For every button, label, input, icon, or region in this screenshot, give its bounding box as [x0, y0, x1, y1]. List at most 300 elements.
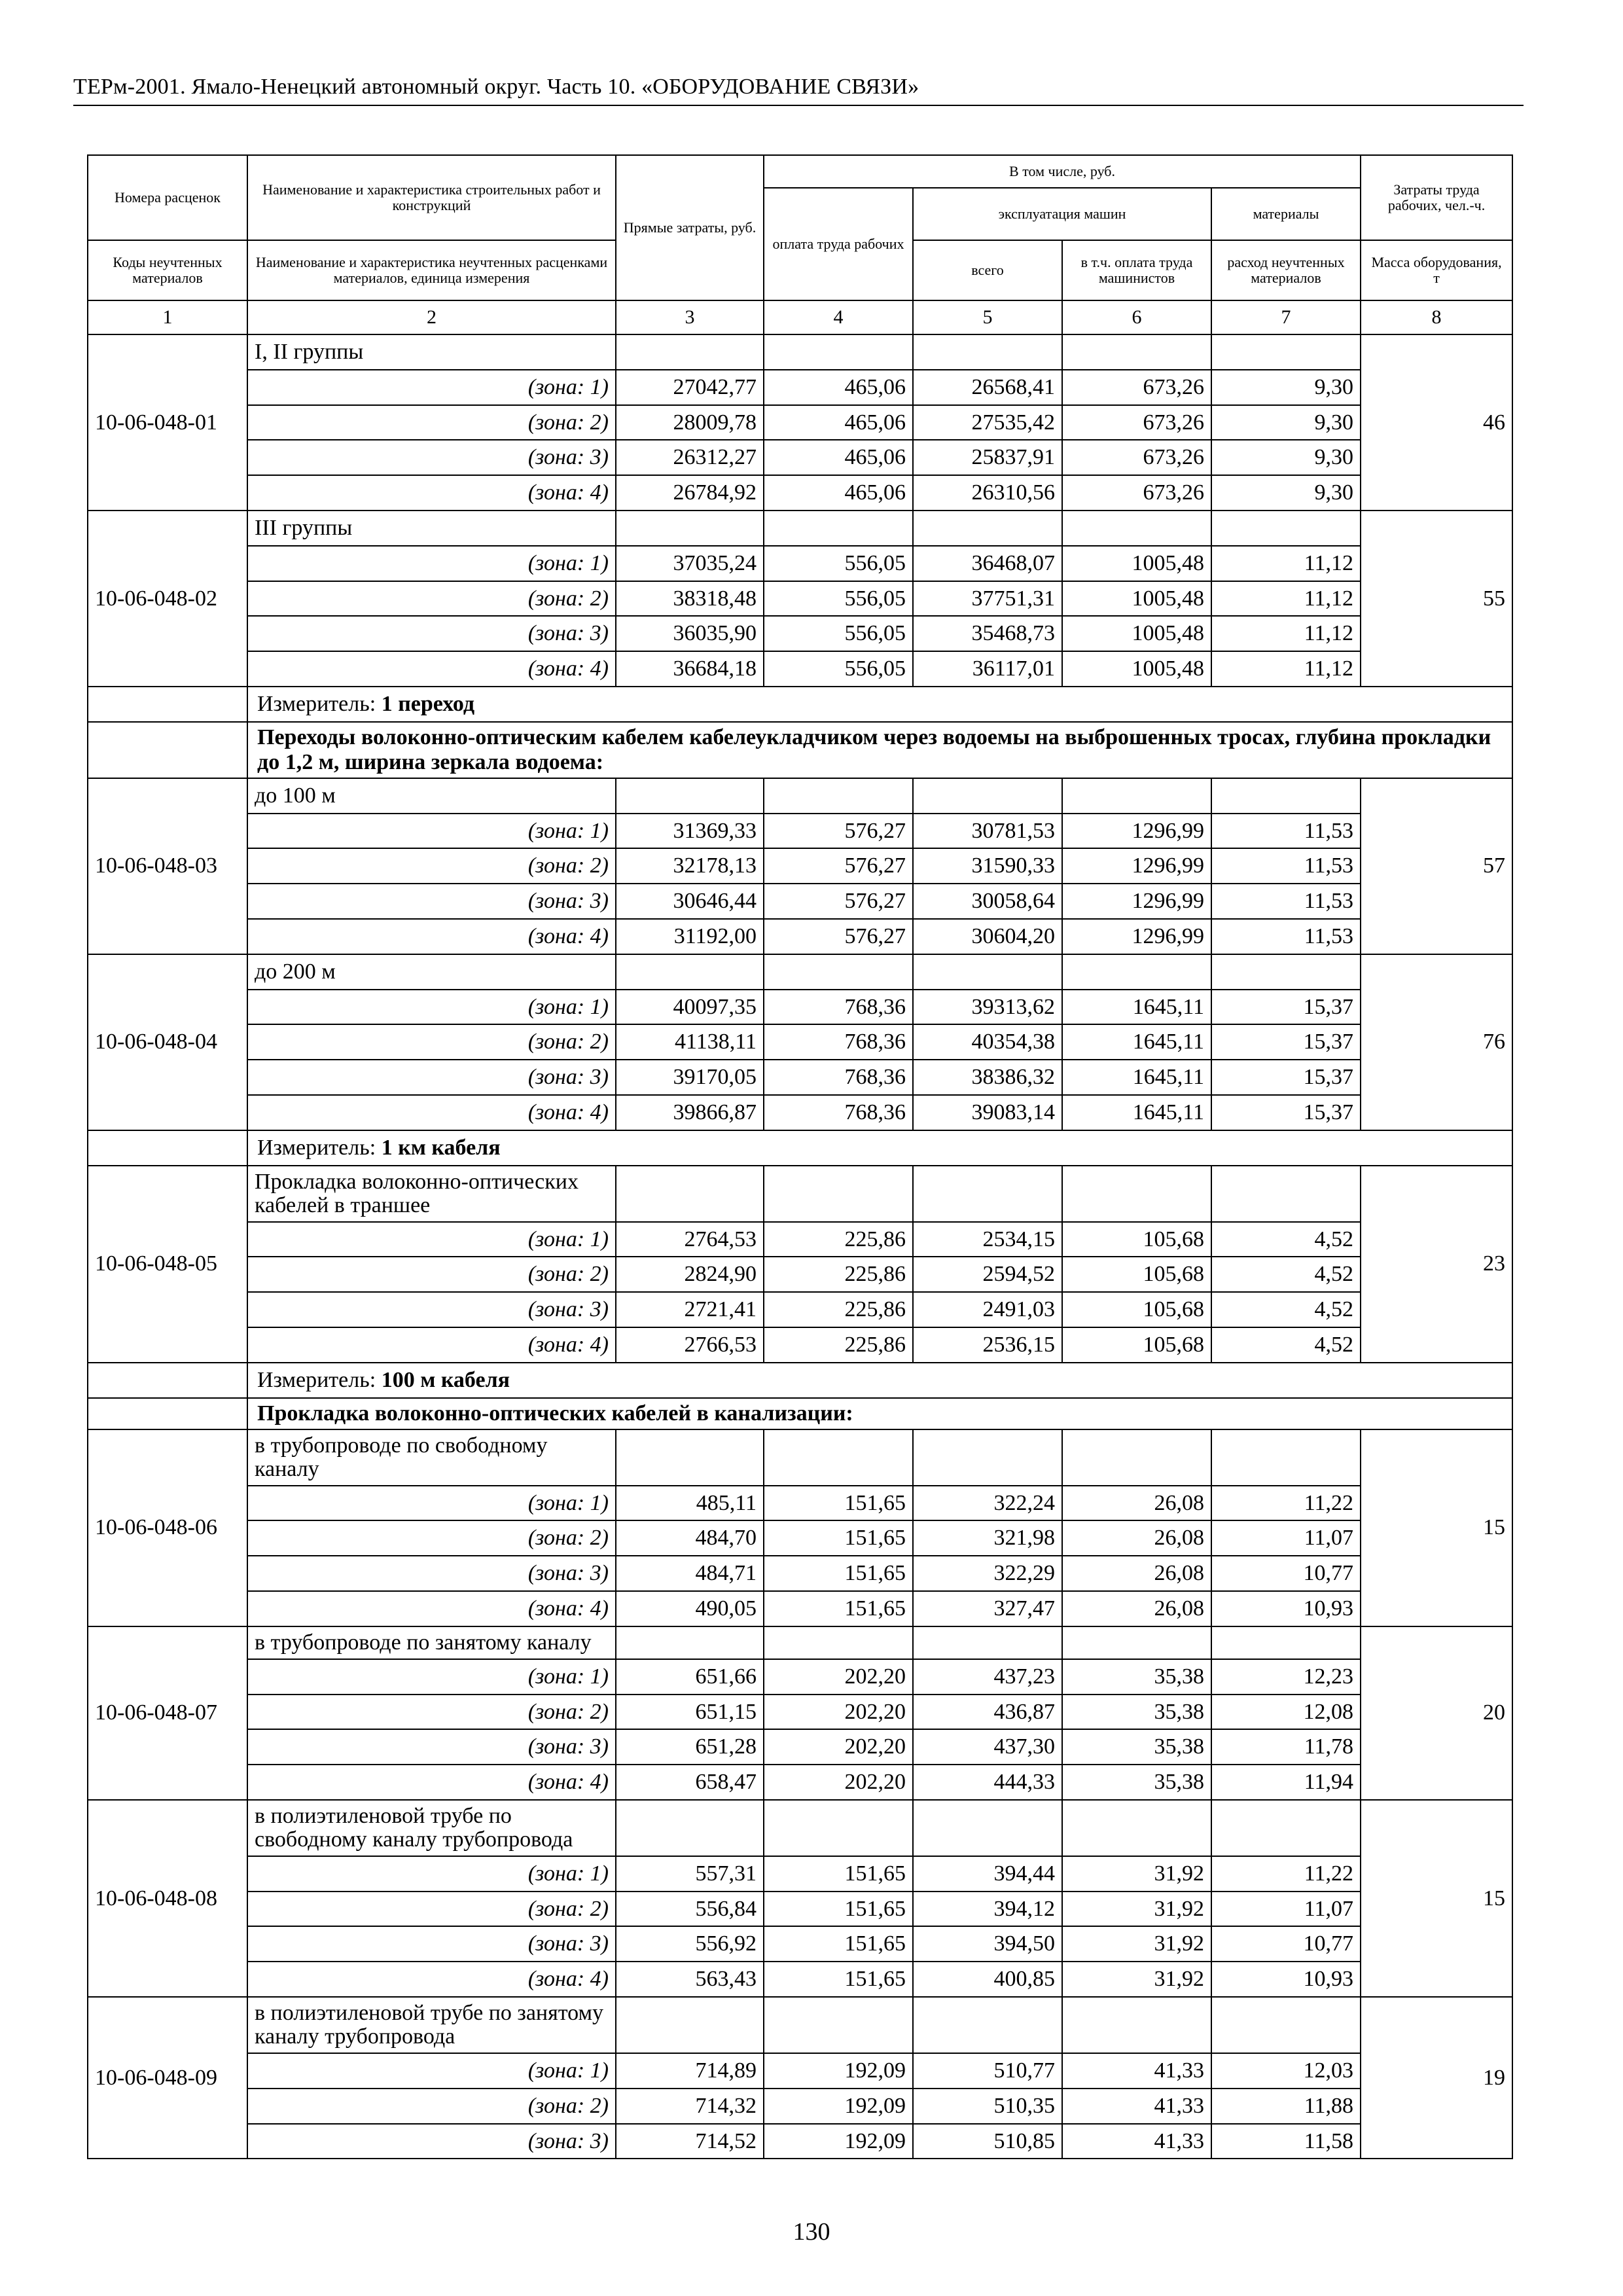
labor-pay: 576,27	[764, 919, 913, 954]
direct-cost: 651,66	[616, 1659, 764, 1695]
table-row	[88, 1729, 1512, 1765]
machines-pay: 31,92	[1062, 1926, 1211, 1962]
meter-text	[247, 687, 1512, 722]
empty-cell	[1062, 954, 1211, 990]
zone-label: (зона: 3)	[247, 1729, 616, 1765]
machines-pay: 1005,48	[1062, 581, 1211, 617]
empty-cell	[913, 511, 1062, 546]
work-name: в трубопроводе по свободному каналу	[247, 1429, 616, 1486]
direct-cost: 30646,44	[616, 884, 764, 919]
table-row	[88, 1222, 1512, 1257]
labor-pay: 768,36	[764, 1060, 913, 1095]
rate-code: 10-06-048-03	[88, 778, 247, 954]
col-machines-pay-header: в т.ч. оплата труда машинистов	[1062, 240, 1211, 300]
table-row	[88, 884, 1512, 919]
empty-cell	[1211, 1429, 1361, 1486]
column-number: 3	[616, 300, 764, 334]
machines-pay: 35,38	[1062, 1659, 1211, 1695]
labor-pay: 151,65	[764, 1556, 913, 1591]
machines-pay: 105,68	[1062, 1222, 1211, 1257]
rate-code: 10-06-048-01	[88, 334, 247, 511]
table-row	[88, 511, 1512, 546]
machines-total: 40354,38	[913, 1024, 1062, 1060]
empty-cell	[913, 954, 1062, 990]
table-row	[88, 1095, 1512, 1130]
machines-total: 400,85	[913, 1962, 1062, 1997]
empty-cell	[616, 1166, 764, 1222]
table-row	[88, 848, 1512, 884]
empty-cell	[913, 1800, 1062, 1856]
table-row	[88, 919, 1512, 954]
col-mass-header: Масса оборудования, т	[1361, 240, 1512, 300]
empty-cell	[1062, 511, 1211, 546]
materials-cost: 15,37	[1211, 990, 1361, 1025]
labor-pay: 225,86	[764, 1222, 913, 1257]
machines-total: 30604,20	[913, 919, 1062, 954]
direct-cost: 2824,90	[616, 1257, 764, 1292]
section-row	[88, 1398, 1512, 1429]
table-row	[88, 651, 1512, 687]
direct-cost: 484,70	[616, 1520, 764, 1556]
machines-pay: 35,38	[1062, 1765, 1211, 1800]
empty-cell	[1062, 1429, 1211, 1486]
machines-total: 510,85	[913, 2124, 1062, 2159]
empty-cell	[913, 778, 1062, 814]
machines-total: 2536,15	[913, 1327, 1062, 1363]
meter-label: Измеритель:	[257, 691, 376, 716]
table-row	[88, 1166, 1512, 1222]
rate-code: 10-06-048-08	[88, 1800, 247, 1997]
materials-cost: 11,22	[1211, 1486, 1361, 1521]
labor-pay: 576,27	[764, 848, 913, 884]
section-row	[88, 722, 1512, 778]
direct-cost: 27042,77	[616, 370, 764, 405]
machines-total: 30781,53	[913, 814, 1062, 849]
direct-cost: 31369,33	[616, 814, 764, 849]
zone-label: (зона: 4)	[247, 651, 616, 687]
direct-cost: 26312,27	[616, 440, 764, 475]
empty-cell	[616, 334, 764, 370]
table-row	[88, 2124, 1512, 2159]
column-number: 1	[88, 300, 247, 334]
labor-cost: 76	[1361, 954, 1512, 1130]
labor-pay: 192,09	[764, 2053, 913, 2089]
machines-total: 30058,64	[913, 884, 1062, 919]
table-row	[88, 990, 1512, 1025]
meter-row	[88, 687, 1512, 722]
table-row	[88, 1856, 1512, 1892]
labor-cost: 46	[1361, 334, 1512, 511]
empty-cell	[764, 1429, 913, 1486]
col-materials-header: материалы	[1211, 188, 1361, 240]
machines-pay: 35,38	[1062, 1729, 1211, 1765]
empty-cell	[616, 778, 764, 814]
materials-cost: 11,53	[1211, 919, 1361, 954]
work-name: в полиэтиленовой трубе по свободному каналу трубопровода	[247, 1800, 616, 1856]
direct-cost: 651,28	[616, 1729, 764, 1765]
labor-pay: 576,27	[764, 884, 913, 919]
machines-pay: 673,26	[1062, 440, 1211, 475]
empty-cell	[764, 1997, 913, 2053]
materials-cost: 15,37	[1211, 1024, 1361, 1060]
table-row	[88, 616, 1512, 651]
labor-pay: 202,20	[764, 1765, 913, 1800]
zone-label: (зона: 2)	[247, 1520, 616, 1556]
empty-cell	[1062, 1626, 1211, 1659]
materials-cost: 11,12	[1211, 616, 1361, 651]
work-name: в полиэтиленовой трубе по занятому каналу трубопровода	[247, 1997, 616, 2053]
labor-pay: 556,05	[764, 581, 913, 617]
empty-cell	[88, 722, 247, 778]
machines-total: 394,44	[913, 1856, 1062, 1892]
empty-cell	[764, 1166, 913, 1222]
labor-pay: 768,36	[764, 1095, 913, 1130]
table-row	[88, 581, 1512, 617]
empty-cell	[1211, 1997, 1361, 2053]
materials-cost: 10,77	[1211, 1926, 1361, 1962]
rate-code: 10-06-048-02	[88, 511, 247, 687]
machines-total: 510,77	[913, 2053, 1062, 2089]
machines-pay: 31,92	[1062, 1856, 1211, 1892]
direct-cost: 563,43	[616, 1962, 764, 1997]
machines-pay: 1645,11	[1062, 1024, 1211, 1060]
machines-total: 444,33	[913, 1765, 1062, 1800]
machines-pay: 26,08	[1062, 1486, 1211, 1521]
direct-cost: 556,92	[616, 1926, 764, 1962]
empty-cell	[1211, 954, 1361, 990]
zone-label: (зона: 3)	[247, 2124, 616, 2159]
direct-cost: 557,31	[616, 1856, 764, 1892]
machines-total: 26310,56	[913, 475, 1062, 511]
table-row	[88, 1556, 1512, 1591]
labor-cost: 15	[1361, 1429, 1512, 1626]
empty-cell	[88, 1130, 247, 1166]
labor-pay: 151,65	[764, 1486, 913, 1521]
materials-cost: 12,23	[1211, 1659, 1361, 1695]
machines-pay: 105,68	[1062, 1327, 1211, 1363]
zone-label: (зона: 2)	[247, 1892, 616, 1927]
machines-pay: 1296,99	[1062, 919, 1211, 954]
zone-label: (зона: 1)	[247, 546, 616, 581]
zone-label: (зона: 2)	[247, 1695, 616, 1730]
machines-pay: 31,92	[1062, 1962, 1211, 1997]
labor-pay: 151,65	[764, 1591, 913, 1626]
empty-cell	[616, 511, 764, 546]
zone-label: (зона: 4)	[247, 1962, 616, 1997]
machines-total: 321,98	[913, 1520, 1062, 1556]
machines-total: 39083,14	[913, 1095, 1062, 1130]
materials-cost: 4,52	[1211, 1292, 1361, 1327]
materials-cost: 9,30	[1211, 405, 1361, 440]
machines-pay: 673,26	[1062, 370, 1211, 405]
labor-pay: 151,65	[764, 1520, 913, 1556]
empty-cell	[616, 1800, 764, 1856]
materials-cost: 11,53	[1211, 884, 1361, 919]
materials-cost: 11,12	[1211, 651, 1361, 687]
zone-label: (зона: 4)	[247, 1765, 616, 1800]
empty-cell	[764, 334, 913, 370]
labor-pay: 202,20	[764, 1695, 913, 1730]
table-row	[88, 1765, 1512, 1800]
machines-pay: 1645,11	[1062, 1060, 1211, 1095]
machines-pay: 26,08	[1062, 1520, 1211, 1556]
zone-label: (зона: 3)	[247, 1292, 616, 1327]
work-name: до 100 м	[247, 778, 616, 814]
column-number: 4	[764, 300, 913, 334]
table-row	[88, 405, 1512, 440]
materials-cost: 11,12	[1211, 581, 1361, 617]
machines-pay: 1005,48	[1062, 546, 1211, 581]
labor-pay: 465,06	[764, 440, 913, 475]
table-row	[88, 1486, 1512, 1521]
machines-pay: 1645,11	[1062, 1095, 1211, 1130]
materials-cost: 11,53	[1211, 848, 1361, 884]
machines-total: 394,50	[913, 1926, 1062, 1962]
zone-label: (зона: 1)	[247, 2053, 616, 2089]
machines-pay: 1005,48	[1062, 651, 1211, 687]
table-row	[88, 370, 1512, 405]
labor-pay: 768,36	[764, 990, 913, 1025]
labor-pay: 202,20	[764, 1729, 913, 1765]
materials-cost: 9,30	[1211, 370, 1361, 405]
machines-pay: 26,08	[1062, 1591, 1211, 1626]
materials-cost: 11,12	[1211, 546, 1361, 581]
empty-cell	[88, 687, 247, 722]
direct-cost: 26784,92	[616, 475, 764, 511]
table-row	[88, 1892, 1512, 1927]
zone-label: (зона: 1)	[247, 990, 616, 1025]
labor-pay: 202,20	[764, 1659, 913, 1695]
labor-pay: 556,05	[764, 616, 913, 651]
col-name2-header: Наименование и характеристика неучтенных расценками материалов, единица измерения	[247, 240, 616, 300]
direct-cost: 2721,41	[616, 1292, 764, 1327]
work-name: до 200 м	[247, 954, 616, 990]
materials-cost: 10,77	[1211, 1556, 1361, 1591]
materials-cost: 10,93	[1211, 1962, 1361, 1997]
direct-cost: 490,05	[616, 1591, 764, 1626]
table-row	[88, 1429, 1512, 1486]
machines-total: 26568,41	[913, 370, 1062, 405]
work-name: Прокладка волоконно-оптических кабелей в траншее	[247, 1166, 616, 1222]
table-row	[88, 475, 1512, 511]
work-name: I, II группы	[247, 334, 616, 370]
table-row	[88, 440, 1512, 475]
meter-value: 100 м кабеля	[381, 1367, 510, 1392]
column-number: 7	[1211, 300, 1361, 334]
direct-cost: 658,47	[616, 1765, 764, 1800]
col-code-header: Номера расценок	[88, 155, 247, 240]
table-row	[88, 1520, 1512, 1556]
empty-cell	[913, 1626, 1062, 1659]
machines-total: 322,24	[913, 1486, 1062, 1521]
table-row	[88, 814, 1512, 849]
col-direct-header: Прямые затраты, руб.	[616, 155, 764, 300]
empty-cell	[616, 1429, 764, 1486]
direct-cost: 485,11	[616, 1486, 764, 1521]
zone-label: (зона: 2)	[247, 405, 616, 440]
zone-label: (зона: 4)	[247, 1095, 616, 1130]
labor-pay: 556,05	[764, 546, 913, 581]
materials-cost: 11,88	[1211, 2089, 1361, 2124]
work-name: III группы	[247, 511, 616, 546]
direct-cost: 39866,87	[616, 1095, 764, 1130]
zone-label: (зона: 4)	[247, 475, 616, 511]
machines-pay: 41,33	[1062, 2089, 1211, 2124]
meter-value: 1 переход	[381, 691, 475, 716]
direct-cost: 651,15	[616, 1695, 764, 1730]
materials-cost: 11,07	[1211, 1520, 1361, 1556]
column-number: 2	[247, 300, 616, 334]
materials-cost: 9,30	[1211, 475, 1361, 511]
rate-code: 10-06-048-07	[88, 1626, 247, 1800]
direct-cost: 36035,90	[616, 616, 764, 651]
machines-pay: 1645,11	[1062, 990, 1211, 1025]
machines-total: 437,23	[913, 1659, 1062, 1695]
col-labor-header: Затраты труда рабочих, чел.-ч.	[1361, 155, 1512, 240]
section-title: Переходы волоконно-оптическим кабелем кабелеукладчиком через водоемы на выброшенных тросах, глубина прокладки до 1,2 м, ширина зеркала водоема:	[247, 722, 1512, 778]
zone-label: (зона: 3)	[247, 1060, 616, 1095]
machines-pay: 1005,48	[1062, 616, 1211, 651]
materials-cost: 4,52	[1211, 1222, 1361, 1257]
empty-cell	[1211, 334, 1361, 370]
table-row	[88, 334, 1512, 370]
machines-pay: 26,08	[1062, 1556, 1211, 1591]
labor-pay: 768,36	[764, 1024, 913, 1060]
section-title: Прокладка волоконно-оптических кабелей в канализации:	[247, 1398, 1512, 1429]
labor-pay: 465,06	[764, 405, 913, 440]
table-row	[88, 1060, 1512, 1095]
labor-cost: 15	[1361, 1800, 1512, 1997]
materials-cost: 11,53	[1211, 814, 1361, 849]
materials-cost: 12,08	[1211, 1695, 1361, 1730]
table-row	[88, 1626, 1512, 1659]
direct-cost: 32178,13	[616, 848, 764, 884]
machines-total: 436,87	[913, 1695, 1062, 1730]
labor-pay: 225,86	[764, 1327, 913, 1363]
direct-cost: 39170,05	[616, 1060, 764, 1095]
empty-cell	[764, 511, 913, 546]
empty-cell	[88, 1398, 247, 1429]
empty-cell	[616, 954, 764, 990]
labor-pay: 151,65	[764, 1892, 913, 1927]
meter-label: Измеритель:	[257, 1135, 376, 1160]
machines-total: 2491,03	[913, 1292, 1062, 1327]
zone-label: (зона: 1)	[247, 1856, 616, 1892]
machines-total: 510,35	[913, 2089, 1062, 2124]
meter-row	[88, 1363, 1512, 1398]
machines-pay: 1296,99	[1062, 884, 1211, 919]
materials-cost: 15,37	[1211, 1060, 1361, 1095]
direct-cost: 484,71	[616, 1556, 764, 1591]
empty-cell	[1062, 1997, 1211, 2053]
meter-label: Измеритель:	[257, 1367, 376, 1392]
zone-label: (зона: 2)	[247, 581, 616, 617]
labor-cost: 20	[1361, 1626, 1512, 1800]
zone-label: (зона: 2)	[247, 1024, 616, 1060]
empty-cell	[764, 954, 913, 990]
zone-label: (зона: 3)	[247, 884, 616, 919]
direct-cost: 714,52	[616, 2124, 764, 2159]
labor-pay: 151,65	[764, 1856, 913, 1892]
materials-cost: 4,52	[1211, 1257, 1361, 1292]
zone-label: (зона: 3)	[247, 440, 616, 475]
machines-pay: 1296,99	[1062, 814, 1211, 849]
direct-cost: 41138,11	[616, 1024, 764, 1060]
zone-label: (зона: 2)	[247, 848, 616, 884]
machines-pay: 35,38	[1062, 1695, 1211, 1730]
direct-cost: 36684,18	[616, 651, 764, 687]
empty-cell	[88, 1363, 247, 1398]
labor-pay: 576,27	[764, 814, 913, 849]
col-name-header: Наименование и характеристика строительных работ и конструкций	[247, 155, 616, 240]
zone-label: (зона: 3)	[247, 616, 616, 651]
direct-cost: 40097,35	[616, 990, 764, 1025]
machines-total: 36468,07	[913, 546, 1062, 581]
table-row	[88, 546, 1512, 581]
materials-cost: 11,22	[1211, 1856, 1361, 1892]
machines-total: 31590,33	[913, 848, 1062, 884]
labor-pay: 465,06	[764, 370, 913, 405]
direct-cost: 28009,78	[616, 405, 764, 440]
empty-cell	[616, 1626, 764, 1659]
zone-label: (зона: 4)	[247, 919, 616, 954]
page-header: ТЕРм-2001. Ямало-Ненецкий автономный округ. Часть 10. «ОБОРУДОВАНИЕ СВЯЗИ»	[73, 73, 1524, 106]
labor-pay: 225,86	[764, 1292, 913, 1327]
zone-label: (зона: 4)	[247, 1327, 616, 1363]
direct-cost: 714,89	[616, 2053, 764, 2089]
direct-cost: 2766,53	[616, 1327, 764, 1363]
empty-cell	[1062, 1166, 1211, 1222]
column-number: 6	[1062, 300, 1211, 334]
empty-cell	[913, 1997, 1062, 2053]
direct-cost: 38318,48	[616, 581, 764, 617]
column-number: 5	[913, 300, 1062, 334]
rate-code: 10-06-048-06	[88, 1429, 247, 1626]
meter-value: 1 км кабеля	[381, 1135, 501, 1160]
labor-pay: 225,86	[764, 1257, 913, 1292]
empty-cell	[1062, 334, 1211, 370]
empty-cell	[764, 1800, 913, 1856]
materials-cost: 11,94	[1211, 1765, 1361, 1800]
machines-total: 2594,52	[913, 1257, 1062, 1292]
machines-total: 2534,15	[913, 1222, 1062, 1257]
table-row	[88, 954, 1512, 990]
labor-pay: 151,65	[764, 1962, 913, 1997]
machines-total: 27535,42	[913, 405, 1062, 440]
table-row	[88, 1997, 1512, 2053]
machines-total: 25837,91	[913, 440, 1062, 475]
table-row	[88, 778, 1512, 814]
direct-cost: 2764,53	[616, 1222, 764, 1257]
col-code2-header: Коды неучтенных материалов	[88, 240, 247, 300]
table-row	[88, 1800, 1512, 1856]
col-machines-header: эксплуатация машин	[913, 188, 1211, 240]
materials-cost: 11,58	[1211, 2124, 1361, 2159]
zone-label: (зона: 2)	[247, 2089, 616, 2124]
meter-text	[247, 1130, 1512, 1166]
col-incl-header: В том числе, руб.	[764, 155, 1361, 188]
materials-cost: 11,07	[1211, 1892, 1361, 1927]
empty-cell	[1211, 778, 1361, 814]
machines-total: 437,30	[913, 1729, 1062, 1765]
zone-label: (зона: 2)	[247, 1257, 616, 1292]
rate-code: 10-06-048-05	[88, 1166, 247, 1363]
labor-cost: 19	[1361, 1997, 1512, 2159]
work-name: в трубопроводе по занятому каналу	[247, 1626, 616, 1659]
machines-total: 39313,62	[913, 990, 1062, 1025]
machines-total: 36117,01	[913, 651, 1062, 687]
materials-cost: 11,78	[1211, 1729, 1361, 1765]
